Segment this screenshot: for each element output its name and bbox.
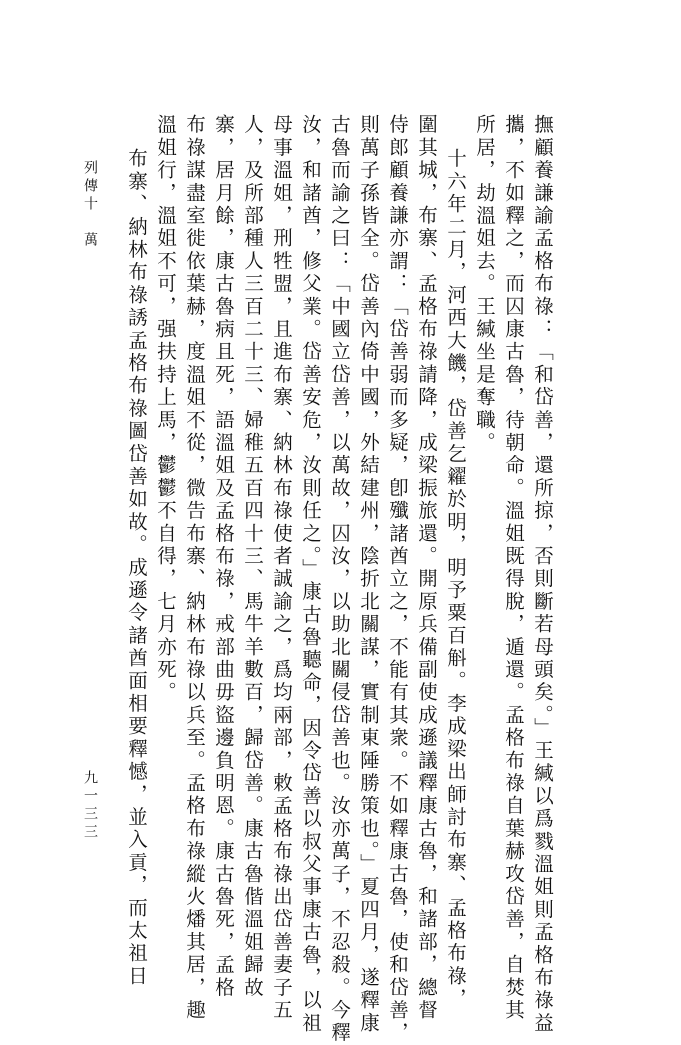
page-number: 九一三三	[82, 770, 98, 842]
text-column-6: 侍郎顧養謙亦謂：「岱善弱而多疑，卽殲諸酋立之，不能有其衆。不如釋康古魯，使和岱善，	[386, 114, 409, 1045]
text-column-5: 圍其城，布寨、孟格布祿請降，成梁振旅還。開原兵備副使成遜議釋康古魯，和諸部，總督	[415, 114, 438, 1022]
text-column-14: 溫姐行，溫姐不可，强扶持上馬，鬱鬱不自得，七月亦死。	[154, 114, 177, 705]
text-column-3: 所居，劫溫姐去。王緘坐是奪職。	[473, 114, 496, 455]
text-column-11: 人，及所部種人三百二十三、婦稚五百四十三、馬牛羊數百，歸岱善。康古魯偕溫姐歸故	[241, 114, 264, 1000]
text-column-7: 則萬子孫皆全。岱善內倚中國，外結建州，陰折北關謀，實制東陲勝策也。」夏四月，遂釋康	[357, 114, 380, 1035]
text-column-1: 撫顧養謙諭孟格布祿：「和岱善，還所掠，否則斷若母頭矣。」王緘以爲戮溫姐則孟格布祿益	[531, 114, 554, 1035]
text-column-4: 十六年二月，河西大饑，岱善乞糴於明，明予粟百斛。李成梁出師討布寨、孟格布祿，	[444, 148, 467, 1011]
text-column-12: 寨，居月餘，康古魯病且死，語溫姐及孟格布祿，戒部曲毋盜邊負明恩。康古魯死，孟格	[212, 114, 235, 1000]
text-column-15: 布寨、納林布祿誘孟格布祿圖岱善如故。成遜令諸酋面相要釋憾，並入貢，而太祖日	[125, 148, 148, 988]
running-title: 列傳十 萬	[82, 160, 98, 250]
text-column-10: 母事溫姐，刑牲盟，且進布寨、納林布祿使者誠諭之，爲均兩部，敕孟格布祿出岱善妻子五	[270, 114, 293, 1022]
text-column-2: 攜，不如釋之，而囚康古魯，待朝命。溫姐既得脫，遁還。孟格布祿自葉赫攻岱善，自焚其	[502, 114, 525, 1022]
text-column-13: 布祿謀盡室徙依葉赫，度溫姐不從，微告布寨、納林布祿以兵至。孟格布祿縱火燔其居，趣	[183, 114, 206, 1022]
text-column-8: 古魯而諭之曰：「中國立岱善，以萬故，囚汝，以助北關侵岱善也。汝亦萬子，不忍殺。今釋	[328, 114, 351, 1045]
text-column-9: 汝，和諸酋，修父業。岱善安危，汝則任之。」康古魯聽命，因令岱善以叔父事康古魯，以祖	[299, 114, 322, 1035]
